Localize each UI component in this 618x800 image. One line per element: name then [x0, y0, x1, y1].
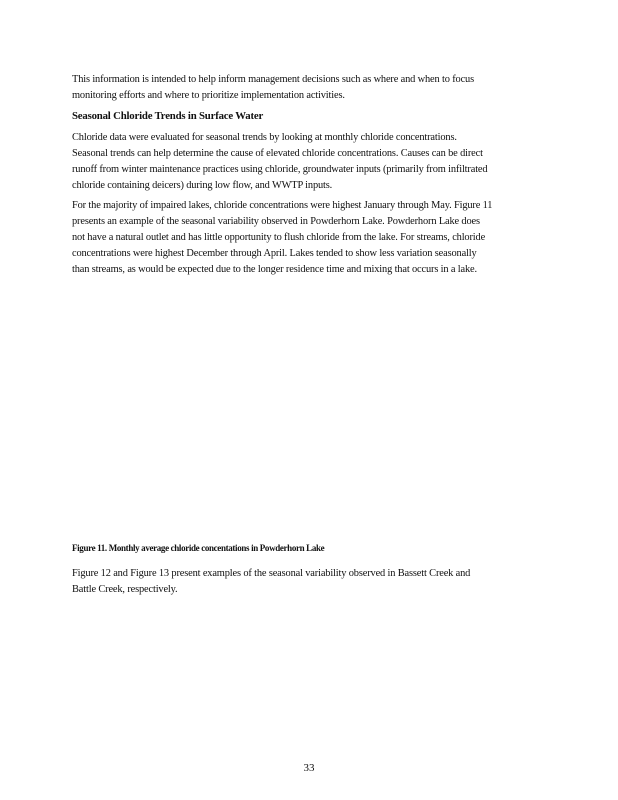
para2-line-4: concentrations were highest December through April. Lakes tended to show less variation seasonally [72, 248, 477, 259]
figure-placeholder [72, 282, 546, 532]
section-heading-container [72, 110, 546, 122]
para3-line-1: Figure 12 and Figure 13 present examples of the seasonal variability observed in Bassett Creek and [72, 568, 471, 579]
intro-line-1: This information is intended to help inform management decisions such as where and when to focus [72, 74, 474, 85]
figure-caption: Figure 11. Monthly average chloride concentations in Powderhorn Lake [72, 543, 325, 553]
intro-paragraph [72, 72, 546, 104]
para1-line-4: chloride containing deicers) during low flow, and WWTP inputs. [72, 180, 333, 191]
para2-line-1: For the majority of impaired lakes, chloride concentrations were highest January through May. Figure 11 [72, 200, 493, 211]
section-heading: Seasonal Chloride Trends in Surface Water [72, 110, 264, 122]
page-number: 33 [303, 762, 315, 774]
paragraph-figure-references [72, 566, 546, 598]
para1-line-1: Chloride data were evaluated for seasonal trends by looking at monthly chloride concentrations. [72, 132, 457, 143]
para1-line-2: Seasonal trends can help determine the cause of elevated chloride concentrations. Causes can be direct [72, 148, 483, 159]
para1-line-3: runoff from winter maintenance practices using chloride, groundwater inputs (primarily from infiltrated [72, 164, 488, 175]
paragraph-impaired-lakes [72, 198, 546, 278]
para2-line-5: than streams, as would be expected due to the longer residence time and mixing that occurs in a lake. [72, 264, 477, 275]
para2-line-3: not have a natural outlet and has little opportunity to flush chloride from the lake. For streams, chloride [72, 232, 486, 243]
figure-caption-container [72, 543, 546, 553]
paragraph-seasonal-trends [72, 130, 546, 194]
intro-line-2: monitoring efforts and where to prioritize implementation activities. [72, 90, 345, 101]
para2-line-2: presents an example of the seasonal variability observed in Powderhorn Lake. Powderhorn Lake does [72, 216, 480, 227]
para3-line-2: Battle Creek, respectively. [72, 584, 178, 595]
